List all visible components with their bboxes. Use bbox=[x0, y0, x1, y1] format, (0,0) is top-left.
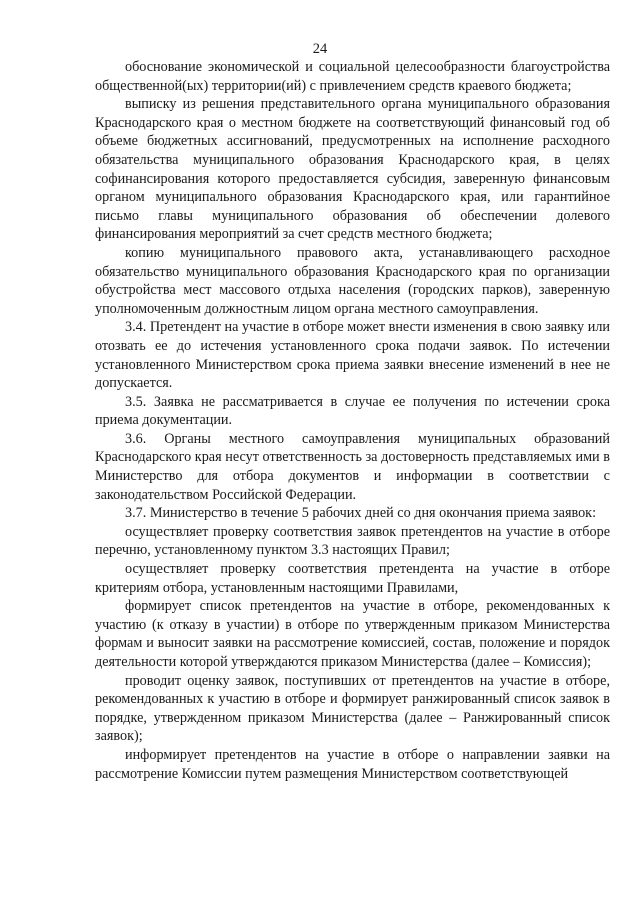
paragraph-3-4: 3.4. Претендент на участие в отборе может внести изменения в свою заявку или отозвать ее до истечения установленного срока подачи заявок. По истечении установленного Министерством срока приема заявки внесение изменений в нее не допускается. bbox=[95, 319, 610, 392]
document-body bbox=[95, 58, 610, 783]
paragraph-budget-extract: выписку из решения представительного органа муниципального образования Краснодарского края о местном бюджете на соответствующий финансовый год об объеме бюджетных ассигнований, предусмотренных на исполнение расходного обязательства муниципального образования Краснодарского края, в целях софинансирования которого предоставляется субсидия, заверенную финансовым органом муниципального образования Краснодарского края, или гарантийное письмо главы муниципального образования об обеспечении долевого финансирования мероприятий за счет средств местного бюджета; bbox=[95, 96, 610, 243]
paragraph-check-list: осуществляет проверку соответствия заявок претендентов на участие в отборе перечню, установленному пунктом 3.3 настоящих Правил; bbox=[95, 523, 610, 559]
paragraph-legal-act-copy: копию муниципального правового акта, устанавливающего расходное обязательство муниципального образования Краснодарского края по организации обустройства мест массового отдыха населения (городских парков), заверенную уполномоченным должностным лицом органа местного самоуправления. bbox=[95, 244, 610, 317]
paragraph-justification: обоснование экономической и социальной целесообразности благоустройства общественной(ых) территории(ий) с привлечением средств краевого бюджета; bbox=[95, 59, 610, 94]
paragraph-3-7: 3.7. Министерство в течение 5 рабочих дней со дня окончания приема заявок: bbox=[125, 505, 597, 522]
paragraph-form-list: формирует список претендентов на участие в отборе, рекомендованных к участию (к отказу в участии) в отборе по утвержденным приказом Министерства формам и выносит заявки на рассмотрение комиссией, состав, положение и порядок деятельности которой утверждаются приказом Министерства (далее – Комиссия); bbox=[95, 598, 610, 670]
paragraph-inform: информирует претендентов на участие в отборе о направлении заявки на рассмотрение Комиссии путем размещения Министерством соответствующей bbox=[95, 746, 610, 782]
page-number: 24 bbox=[312, 41, 328, 57]
paragraph-evaluate: проводит оценку заявок, поступивших от претендентов на участие в отборе, рекомендованных к участию в отборе и формирует ранжированный список заявок в порядке, утвержденном приказом Министерства (далее – Ранжированный список заявок); bbox=[95, 672, 610, 745]
paragraph-check-criteria: осуществляет проверку соответствия претендента на участие в отборе критериям отбора, установленным настоящими Правилами, bbox=[95, 561, 610, 596]
paragraph-3-6: 3.6. Органы местного самоуправления муниципальных образований Краснодарского края несут ответственность за достоверность представляемых ими в Министерство для отбора документов и информации в соответствии с законодательством Российской Федерации. bbox=[95, 430, 610, 503]
paragraph-3-5: 3.5. Заявка не рассматривается в случае ее получения по истечении срока приема документации. bbox=[95, 393, 610, 429]
